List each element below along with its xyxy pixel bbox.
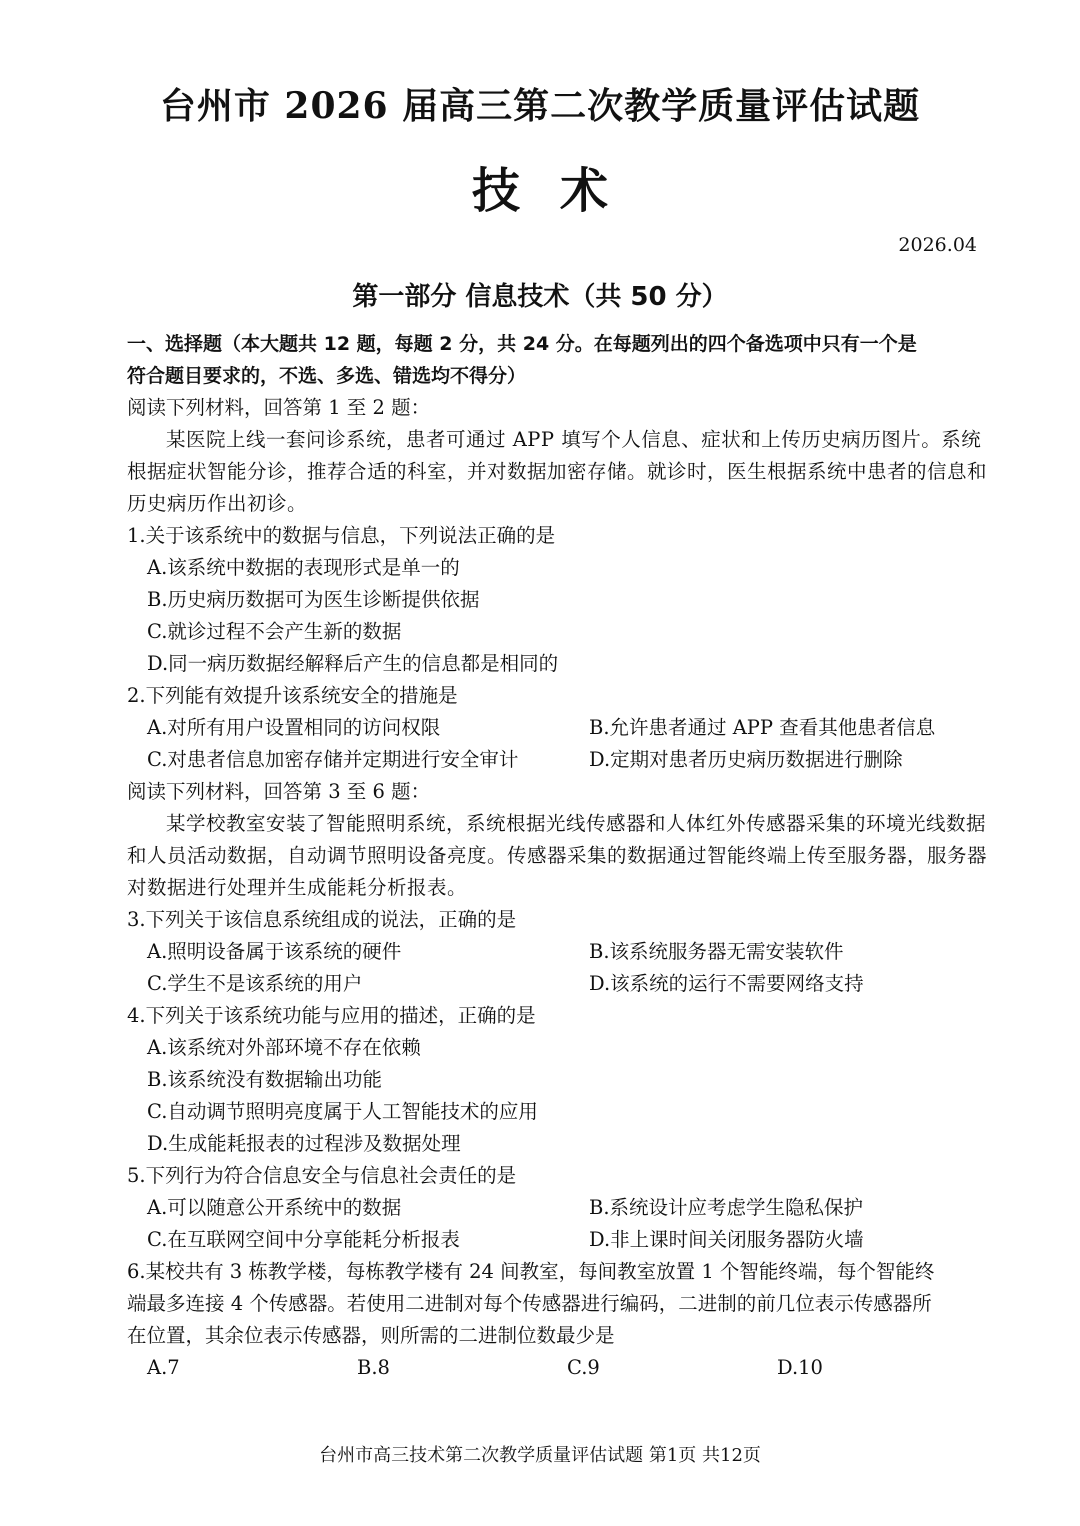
question-6-option-a: A.7 [147, 1356, 180, 1379]
question-4-option-d: D.生成能耗报表的过程涉及数据处理 [147, 1132, 461, 1155]
question-1-option-b: B.历史病历数据可为医生诊断提供依据 [147, 588, 480, 611]
question-1-stem: 1.关于该系统中的数据与信息，下列说法正确的是 [127, 524, 556, 547]
question-3-options-row-2 [147, 968, 987, 1000]
question-2-option-a: A.对所有用户设置相同的访问权限 [147, 716, 441, 739]
subject-title: 技术 [471, 163, 648, 219]
exam-title: 台州市 2026 届高三第二次教学质量评估试题 [159, 85, 921, 127]
question-1-option-d: D.同一病历数据经解释后产生的信息都是相同的 [147, 652, 559, 675]
question-5-stem: 5.下列行为符合信息安全与信息社会责任的是 [127, 1164, 517, 1187]
question-6-options-row [147, 1352, 987, 1384]
exam-date: 2026.04 [898, 234, 977, 256]
page-footer: 台州市高三技术第二次教学质量评估试题 第1页 共12页 [319, 1445, 761, 1466]
question-5-option-b: B.系统设计应考虑学生隐私保护 [589, 1196, 864, 1219]
question-6-stem-line-3: 在位置，其余位表示传感器，则所需的二进制位数最少是 [127, 1324, 615, 1347]
question-6-stem-line-2: 端最多连接 4 个传感器。若使用二进制对每个传感器进行编码，二进制的前几位表示传感器所 [127, 1292, 932, 1315]
part-title: 第一部分 信息技术（共 50 分） [352, 282, 728, 312]
question-1-option-a: A.该系统中数据的表现形式是单一的 [147, 556, 460, 579]
question-6-stem-line-1: 6.某校共有 3 栋教学楼，每栋教学楼有 24 间教室，每间教室放置 1 个智能终端，每个智能终 [127, 1260, 935, 1283]
question-6-option-b: B.8 [357, 1356, 390, 1379]
question-3-stem: 3.下列关于该信息系统组成的说法，正确的是 [127, 908, 517, 931]
question-6-option-d: D.10 [777, 1356, 823, 1379]
question-2-options-row-1 [147, 712, 987, 744]
question-4-option-b: B.该系统没有数据输出功能 [147, 1068, 383, 1091]
material-1-lead: 阅读下列材料，回答第 1 至 2 题： [127, 396, 431, 419]
question-4-option-c: C.自动调节照明亮度属于人工智能技术的应用 [147, 1100, 538, 1123]
material-2-text: 某学校教室安装了智能照明系统，系统根据光线传感器和人体红外传感器采集的环境光线数据和人员活动数据，自动调节照明设备亮度。传感器采集的数据通过智能终端上传至服务器，服务器对数据进行处理并生成能耗分析报表。 [127, 812, 988, 899]
section-heading-line-1: 一、选择题（本大题共 12 题，每题 2 分，共 24 分。在每题列出的四个备选项中只有一个是 [127, 333, 917, 355]
question-5-option-a: A.可以随意公开系统中的数据 [147, 1196, 402, 1219]
question-2-stem: 2.下列能有效提升该系统安全的措施是 [127, 684, 458, 707]
question-5-options-row-1 [147, 1192, 987, 1224]
question-3-options-row-1 [147, 936, 987, 968]
question-5-option-d: D.非上课时间关闭服务器防火墙 [589, 1228, 864, 1251]
question-4-option-a: A.该系统对外部环境不存在依赖 [147, 1036, 421, 1059]
question-3-option-c: C.学生不是该系统的用户 [147, 972, 363, 995]
question-2-option-c: C.对患者信息加密存储并定期进行安全审计 [147, 748, 519, 771]
question-2-option-d: D.定期对患者历史病历数据进行删除 [589, 748, 903, 771]
question-2-options-row-2 [147, 744, 987, 776]
material-1-text: 某医院上线一套问诊系统，患者可通过 APP 填写个人信息、症状和上传历史病历图片。系统根据症状智能分诊，推荐合适的科室，并对数据加密存储。就诊时，医生根据系统中患者的信息和历史病历作出初诊。 [127, 428, 988, 515]
question-3-option-a: A.照明设备属于该系统的硬件 [147, 940, 402, 963]
question-3-option-b: B.该系统服务器无需安装软件 [589, 940, 844, 963]
question-5-options-row-2 [147, 1224, 987, 1256]
material-2-lead: 阅读下列材料，回答第 3 至 6 题： [127, 780, 431, 803]
question-4-stem: 4.下列关于该系统功能与应用的描述，正确的是 [127, 1004, 536, 1027]
section-heading-line-2: 符合题目要求的，不选、多选、错选均不得分） [127, 365, 527, 387]
question-1-option-c: C.就诊过程不会产生新的数据 [147, 620, 402, 643]
question-3-option-d: D.该系统的运行不需要网络支持 [589, 972, 864, 995]
question-2-option-b: B.允许患者通过 APP 查看其他患者信息 [589, 716, 936, 739]
question-body [127, 328, 987, 1384]
question-5-option-c: C.在互联网空间中分享能耗分析报表 [147, 1228, 460, 1251]
question-6-option-c: C.9 [567, 1356, 600, 1379]
